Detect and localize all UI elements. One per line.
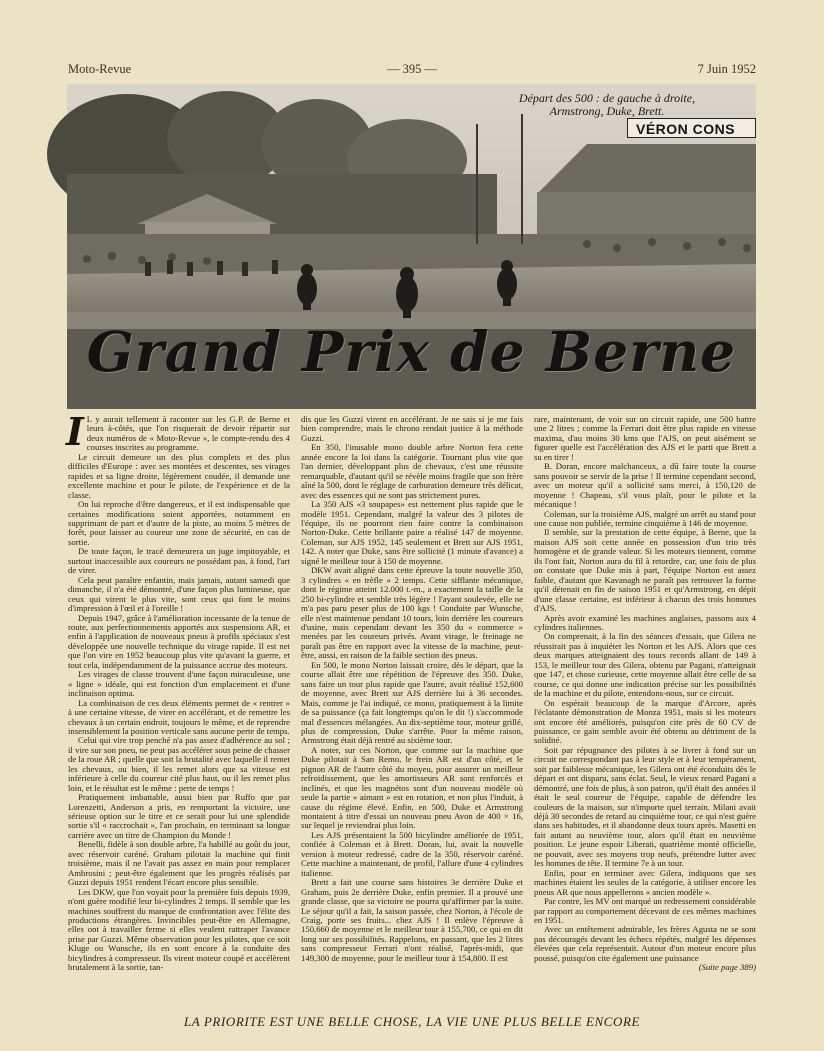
article-title: Grand Prix de Berne [86,319,737,384]
page-number: — 395 — [387,62,437,76]
paragraph: On espérait beaucoup de la marque d'Arcore, après l'éclatante démonstration de Monza 1951, mais si les moteurs ont encore été améliorés, puisqu'on cite près de 60 CV de puissance, ce gain semble avoir été obtenu au détriment de la solidité. [534,697,756,746]
article-body [66,409,756,1007]
paragraph: Celui qui vire trop penché n'a pas assez d'adhérence au sol ; il vire sur son pneu, ne peut pas accélérer sous peine de chasser de la roue AR ; quelle que soit la brutalité avec laquelle il remet les chevaux, ou bien, il les remet alors que sa vitesse est inférieure à celle du coureur cité plus haut, ou il les remet plus loin, et le résultat est le même : perte de temps ! [68,735,290,793]
paragraph: A noter, sur ces Norton, que comme sur la machine que Duke pilotait à San Remo, le frein AR est d'un côté, et le pignon AR de l'autre côté du moyeu, pour assurer un meilleur refroidissement, que les amortisseurs AR sont renforcés et inclinés, et que les magnétos sont d'un nouveau modèle où seule la partie « aimant » est en rotation, et non plus l'induit, à cause du régime élevé. Enfin, en 500, Duke et Armstrong montaient à titre d'essai un nouveau pneu Avon de 400 × 16, sur lequel je reviendrai plus loin. [301,744,523,831]
paragraph: Après avoir examiné les machines anglaises, passons aux 4 cylindres italiennes. [534,612,756,632]
paragraph: On lui reproche d'être dangereux, et il est indispensable que certaines modifications soient apportées, notamment en supprimant de part et d'autre de la piste, au moins 5 mètres de forêt, pour laisser au coureur une zone de sécurité, en cas de sortie. [68,499,290,547]
paragraph: Il semble, sur la prestation de cette équipe, à Berne, que la maison AJS soit cette année en possession d'un trio très homogène et de grande valeur. Si les moteurs tiennent, comme ils l'ont fait, Norton aura du fil à retordre, car, une fois de plus on constate que Duke mis à part, l'équipe Norton est assez faible, d'autant que Kavanagh ne paraît pas retrouver la forme qu'il détenait en fin de saison 1951 et qu'Armstrong, en dépit d'une classe certaine, est inférieur à chacun des trois hommes d'AJS. [534,527,756,614]
paragraph: DKW avait aligné dans cette épreuve la toute nouvelle 350, 3 cylindres « en trèfle » 2 temps. Cette sifflante mécanique, dont le régime atteint 12.000 t.-m., a exactement la taille de la 250 bi-cylindre et semble très légère ! l'ayant soulevée, elle ne m'a pas paru peser plus de 100 kgs ! Conduite par Wunsche, elle n'est maintenue pendant 10 tours, loin derrière les coureurs d'usine, mais cependant devant les 350 du « commerce » menées par les coureurs privés. Avant virage, le freinage ne paraît pas être en rapport avec la vitesse de la machine, peut-être, aussi, en raison de la faible section des pneus. [301,565,523,661]
paragraph: Cela peut paraître enfantin, mais jamais, autant samedi que dimanche, il n'a été démontré, d'une façon plus lumineuse, que ceux qui virent le plus vite, sont ceux qui font le moins d'impression à l'œil et à l'oreille ! [68,574,290,614]
page-footer-motto: LA PRIORITE EST UNE BELLE CHOSE, LA VIE UNE PLUS BELLE ENCORE [183,1014,641,1029]
paragraph: Depuis 1947, grâce à l'amélioration incessante de la tenue de route, aux perfectionnements apportés aux suspensions AR, et enfin à l'application de nouveaux pneus à profils spéciaux s'est développée une nouvelle technique du virage rapide. Il est net que l'on vire en 1952 beaucoup plus vite qu'avant la guerre, et tout cela, indépendamment de la puissance accrue des moteurs. [68,612,290,670]
issue-date: 7 Juin 1952 [697,62,756,76]
paragraph: Par contre, les MV ont marqué un redressement considérable par rapport au comportement décevant de ces mêmes machines en 1951. [534,896,756,926]
drop-cap: I [66,409,84,454]
paragraph: De toute façon, le tracé demeurera un juge impitoyable, et surtout inaccessible aux coureurs ne possédant pas, à fond, l'art de virer. [68,546,290,576]
paragraph: Brett a fait une course sans histoires 3e derrière Duke et Graham, puis 2e derrière Duke, enfin premier. Il a prouvé une grande classe, que sa victoire ne pourra qu'affirmer par la suite. Le séjour qu'il a fait, la saison passée, chez Norton, à l'école de Craig, porte ses fruits... chez AJS ! Il enlève l'épreuve à 150,660 de moyenne et le meilleur tour à 155,700, ce qui en dit long sur ses possibilités. Rappelons, en passant, que les 2 litres sans compresseur Ferrari n'ont réalisé, l'après-midi, que 149,300 de moyenne, pour le meilleur tour à 154,800. Il est [301,877,523,963]
paragraph: La 350 AJS «3 soupapes» est nettement plus rapide que le modèle 1951. Cependant, malgré la valeur des 3 pilotes de l'équipe, ils ne pourront rien faire contre la combinaison Norton-Duke. Cette brillante paire a réalisé 147 de moyenne. Coleman, sur AJS 1952, 145 seulement et Brett sur AJS 1951, 142. A noter que Duke, sans être sollicité (1 minute d'avance) a signé le meilleur tour à 150 de moyenne. [301,499,523,566]
continued-note: (Suite page 389) [698,962,756,973]
paragraph: Les DKW, que l'on voyait pour la première fois depuis 1939, n'ont guère modifié leur bi-cylindres 2 temps. Il semble que les machines souffrent du manque de confrontation avec l'élite des productions étrangères. Invincibles peut-être en Allemagne, elles ont à travailler ferme si elles veulent rattraper l'avance prise par Guzzi. Même observation pour les pilotes, que ce soit Kluge ou Wunsche, ils en sont encore à la conduite des bicylindres à compresseur. Ils virent moteur coupé et accélèrent brutalement à la sortie, tan- [68,886,290,973]
paragraph: Coleman, sur la troisième AJS, malgré un arrêt au stand pour une cause non publiée, termine cinquième à 146 de moyenne. [534,508,756,528]
paragraph: Les virages de classe trouvent d'une façon miraculeuse, une « ligne » idéale, qui est fonction d'un emplacement et d'une inclinaison optima. [68,669,290,699]
article-column-2 [301,415,523,1007]
paragraph: B. Doran, encore malchanceux, a dû faire toute la course sans pouvoir se servir de la prise ! Il termine cependant second, avec un moteur qu'il a sollicité sans merci, à 150,120 de moyenne ! Chapeau, s'il vous plaît, pour le pilote et la mécanique ! [534,461,756,510]
paragraph: On comprenait, à la fin des séances d'essais, que Gilera ne réussirait pas à inquiéter les Norton et les AJS. Alors que ces deux marques atteignaient des tours records allant de 149 à 153, le meilleur tour des Gilera, obtenu par Pagani, n'atteignait que 147, et chose curieuse, cette moyenne allait être celle de sa course, ce qui donne une indication précise sur les possibilités de la machine et du pilote, entendons-nous, sur ce circuit. [534,631,756,699]
paragraph: I L y aurait tellement à raconter sur les G.P. de Berne et leurs à-côtés, que l'on risquerait de devoir répartir sur deux numéros de « Moto-Revue », le compte-rendu des 4 courses inscrites au programme. [66,409,290,454]
article-column-1 [66,409,290,1007]
paragraph: La combinaison de ces deux éléments permet de « rentrer » à une certaine vitesse, de virer en accélérant, et de remettre les chevaux à un certain endroit, toujours le même, et de reprendre insensiblement la position verticale sans aucune perte de temps. [68,697,290,736]
paragraph: En 500, le mono Norton laissait croire, dès le départ, que la course allait être une répétition de l'épreuve des 350. Duke, sans faire un tour plus rapide que l'autre, avait réalisé 152,600 de moyenne, avec Brett sur AJS derrière lui à 36 secondes. Mais, comme je l'ai indiqué, ce mono, pratiquement à la limite de sa puissance (ça fait longtemps qu'on le dit !) s'accommode mal d'essences mélangées. Au dix-septième tour, moteur grillé, plus de compression, Duke s'arrête. Pour la même raison, Armstrong était déjà rentré au sixième tour. [301,659,523,746]
paragraph: Enfin, pour en terminer avec Gilera, indiquons que ses machines étaient les seules de la catégorie, à utiliser encore les pneus AR que nous appellerons « ancien modèle ». [534,867,756,897]
paragraph: Avec un entêtement admirable, les frères Agusta ne se sont pas découragés devant les échecs répétés, malgré les dépenses élevées que cela représentait. Autour d'un moteur encore plus poussé, puisqu'on cite également une puissance [534,924,756,963]
magazine-name: Moto-Revue [68,62,132,76]
paragraph: rare, maintenant, de voir sur un circuit rapide, une 500 battre une 2 litres ; comme la Ferrari doit être plus rapide en vitesse maxima, d'au moins 30 kms que l'AJS, on peut aisément se figurer quelle est l'accélération des AJS et le parti que Brett a su en tirer ! [534,414,756,462]
paragraph: En 350, l'inusable mono double arbre Norton fera cette année encore la loi dans la catégorie. Tournant plus vite que l'an dernier, développant plus de chevaux, c'est une réussite remarquable, d'autant qu'il se révèle moins fragile que son frère aîné la 500, dont le réglage de carburation demeure très délicat, avec des essences qui ne sont pas strictement pures. [301,442,523,500]
paragraph: Soit par répugnance des pilotes à se livrer à fond sur un circuit ne correspondant pas à leur style et à leur tempérament, soit par faiblesse mécanique, les Gilera ont été éconduits dès le départ et ont disparu, sans éclat. Seul, le vieux renard Pagani a démontré, une fois de plus, à son patron, qu'il était des années il était le seul coureur de l'équipe, capable de défendre les couleurs de la maison, sur n'importe quel terrain. Milani avait déjà 30 secondes de retard au cinquième tour, ce qui n'est guère dans ses habitudes, et il abandonne deux tours après. Masetti en fait autant au neuvième tour, alors qu'il était en neuvième position. Le jeune espoir Liberati, quatrième monté officielle, ne pouvait, avec ses moyens trop neufs, prétendre lutter avec les hommes de tête. Il termine 7e à un tour. [534,744,756,869]
paragraph: Benelli, fidèle à son double arbre, l'a habillé au goût du jour, avec réservoir caréné. Graham pilotait la machine qui finit troisième, mais il ne l'avait pas assez en main pour remplacer Ambrosini ; peut-être également que les progrès réalisés par Guzzi depuis 1951 rendent l'écart encore plus sensible. [68,839,290,888]
article-column-3 [534,415,756,1007]
race-start-photo [67,84,756,409]
paragraph: Le circuit demeure un des plus complets et des plus difficiles d'Europe : avec ses montées et descentes, ses virages rapides et sa ligne droite, légèrement coudée, il demande une excellente machine et pour le pilote, de l'expérience et de la classe. [68,451,290,500]
photo-caption: Départ des 500 : de gauche à droite, Armstrong, Duke, Brett. [518,91,696,118]
page-header [68,62,756,80]
sponsor-banner: VÉRON CONS [627,118,756,138]
paragraph: Pratiquement imbattable, aussi bien par Ruffo que par Lorenzetti, Anderson a pris, en remportant la victoire, une sérieuse option sur le titre et ce serait pour lui une splendide sortie s'il « raccrochait », l'an prochain, en terminant sa longue carrière avec un titre de Champion du Monde ! [68,792,290,840]
paragraph: Les AJS présentaient la 500 bicylindre améliorée de 1951, confiée à Coleman et à Brett. Doran, lui, avait la nouvelle version à moteur redressé, cadre de la 350, réservoir caréné. Cette machine a maintenant, de profil, l'allure d'une 4 cylindres italienne. [301,829,523,878]
paragraph: dis que les Guzzi virent en accélérant. Je ne sais si je me fais bien comprendre, mais le chrono rendait justice à la méthode Guzzi. [301,414,523,443]
